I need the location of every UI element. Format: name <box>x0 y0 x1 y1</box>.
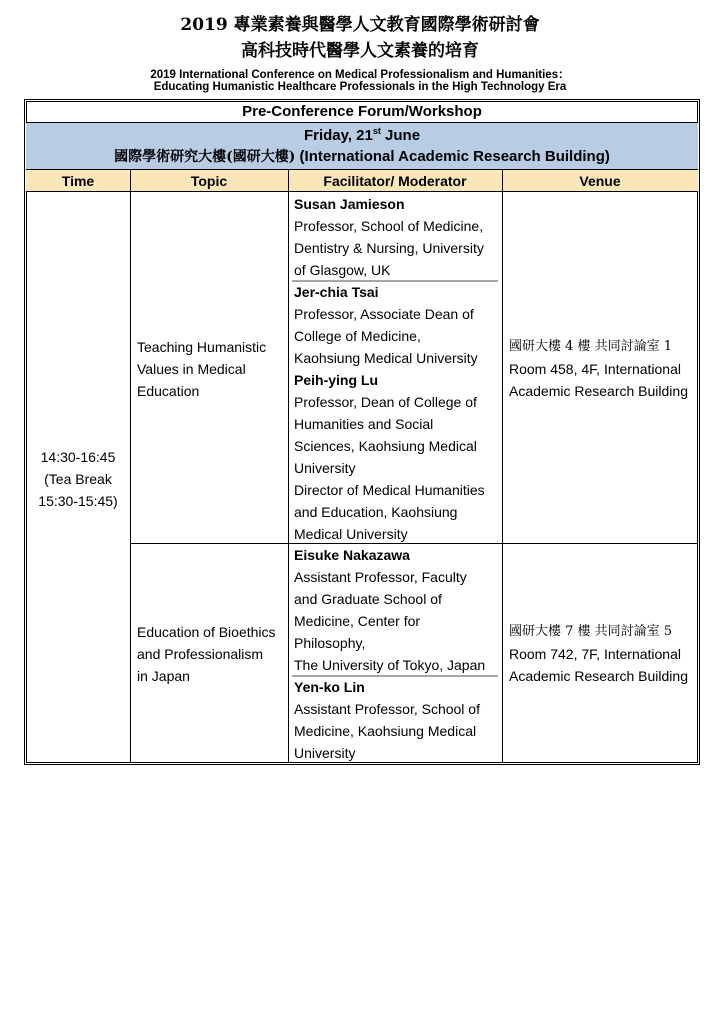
column-divider <box>502 170 503 763</box>
title-english-main: 2019 International Conference on Medical Professionalism and Humanities： <box>150 69 570 81</box>
location-english: (International Academic Research Building) <box>295 148 610 165</box>
date-heading: Friday, 21st June <box>303 126 421 144</box>
session-2-venue: 國研大樓 7 樓 共同討論室 5 Room 742, 7F, International Academic Research Building <box>509 621 697 687</box>
tea-break-time: 15:30-15:45) <box>38 493 118 509</box>
column-header-venue: Venue <box>502 170 698 192</box>
session-2-topic: Education of Bioethics and Professionalism in Japan <box>137 624 276 684</box>
facilitator-name: Peih-ying Lu <box>294 372 378 388</box>
column-header-time: Time <box>26 170 130 192</box>
time-cell <box>26 446 130 512</box>
date-location-band <box>26 123 698 170</box>
session-1-topic: Teaching Humanistic Values in Medical Education <box>137 339 267 399</box>
column-header-topic: Topic <box>130 170 288 192</box>
location-heading <box>26 148 698 166</box>
session-2-facilitator-1: Eisuke Nakazawa Assistant Professor, Faculty and Graduate School of Medicine, Center for Philosophy, The University of Tokyo, Japan <box>294 544 500 676</box>
facilitator-name: Eisuke Nakazawa <box>294 547 410 563</box>
title-chinese-sub: 高科技時代醫學人文素養的培育 <box>241 41 479 61</box>
time-range: 14:30-16:45 <box>40 449 116 465</box>
column-header-facilitator: Facilitator/ Moderator <box>288 170 502 192</box>
venue-chinese: 國研大樓 4 樓 共同討論室 1 <box>509 339 673 354</box>
section-title: Pre-Conference Forum/Workshop <box>26 101 698 123</box>
facilitator-name: Susan Jamieson <box>294 196 405 212</box>
title-english-sub: Educating Humanistic Healthcare Professionals in the High Technology Era <box>153 81 567 93</box>
session-1-facilitator-1: Susan Jamieson Professor, School of Medicine, Dentistry & Nursing, University of Glasgow, UK <box>294 193 500 281</box>
session-1-venue: 國研大樓 4 樓 共同討論室 1 Room 458, 4F, International Academic Research Building <box>509 336 697 402</box>
session-1-facilitator-3: Peih-ying Lu Professor, Dean of College of Humanities and Social Sciences, Kaohsiung Medical University Director of Medical Humanities and Education, Kaohsiung Medical University <box>294 369 500 545</box>
session-1-facilitator-2: Jer-chia Tsai Professor, Associate Dean of College of Medicine, Kaohsiung Medical University <box>294 281 500 369</box>
location-chinese: 國際學術研究大樓(國研大樓) <box>114 149 296 165</box>
session-2-facilitator-2: Yen-ko Lin Assistant Professor, School of Medicine, Kaohsiung Medical University <box>294 676 500 764</box>
column-divider <box>130 170 131 763</box>
tea-break-label: (Tea Break <box>44 471 112 487</box>
facilitator-name: Yen-ko Lin <box>294 679 365 695</box>
date-ordinal: st <box>372 126 381 136</box>
venue-chinese: 國研大樓 7 樓 共同討論室 5 <box>509 624 673 639</box>
column-divider <box>288 170 289 763</box>
title-chinese-main: 2019 專業素養與醫學人文教育國際學術研討會 <box>180 15 540 35</box>
facilitator-name: Jer-chia Tsai <box>294 284 379 300</box>
